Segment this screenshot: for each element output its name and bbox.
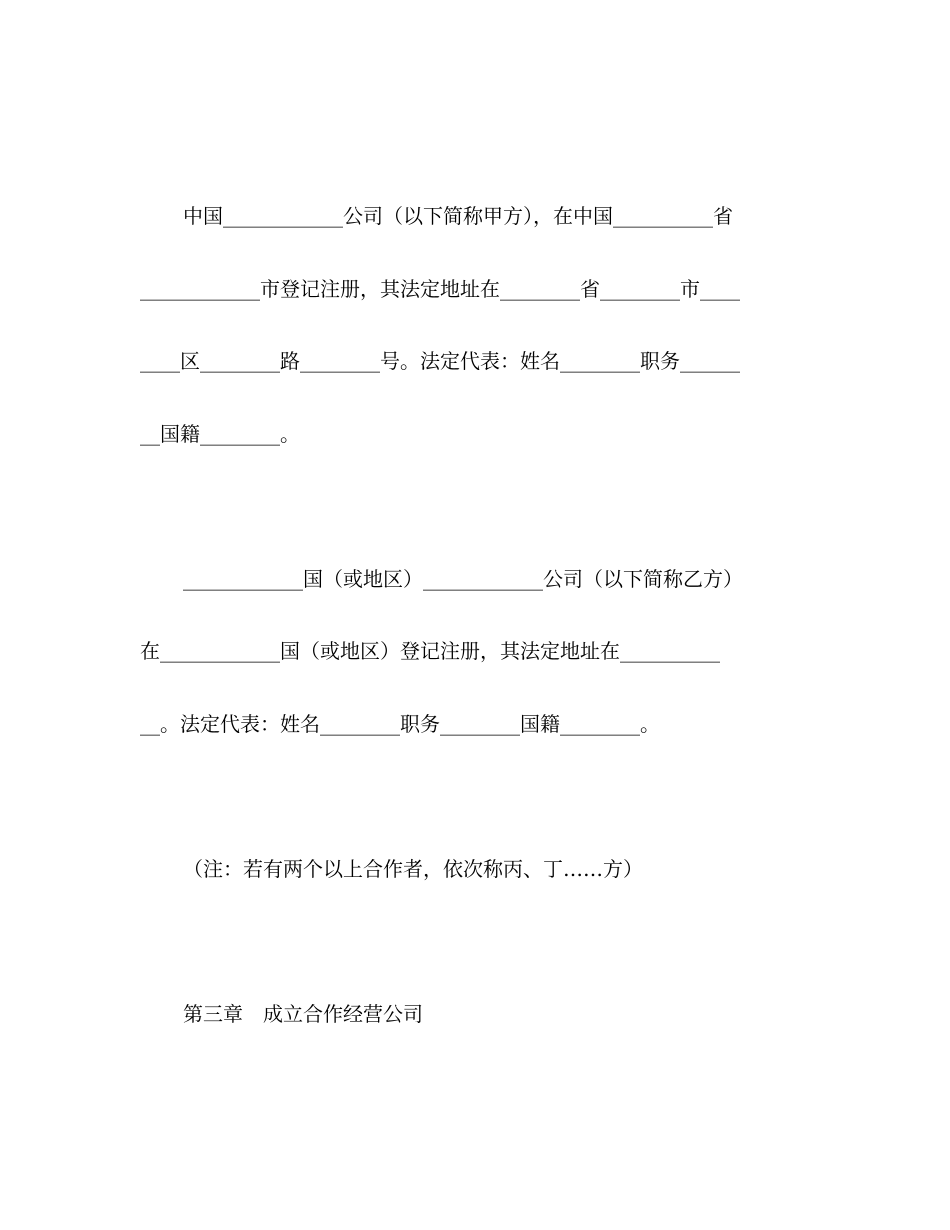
party-a-line-2: ____________市登记注册，其法定地址在________省________市____ — [140, 277, 740, 301]
party-b-line-1: ____________国（或地区）____________公司（以下简称乙方） — [183, 567, 743, 591]
chapter-heading: 第三章 成立合作经营公司 — [183, 1002, 423, 1026]
partners-note: （注：若有两个以上合作者，依次称丙、丁……方） — [183, 857, 643, 881]
party-a-line-1: 中国____________公司（以下简称甲方），在中国__________省 — [183, 204, 733, 228]
party-b-line-3: __。法定代表：姓名________职务________国籍________。 — [140, 712, 660, 736]
party-b-line-2: 在____________国（或地区）登记注册，其法定地址在__________ — [140, 639, 720, 663]
party-a-line-4: __国籍________。 — [140, 422, 300, 446]
party-a-line-3: ____区________路________号。法定代表：姓名________职务______ — [140, 349, 740, 373]
